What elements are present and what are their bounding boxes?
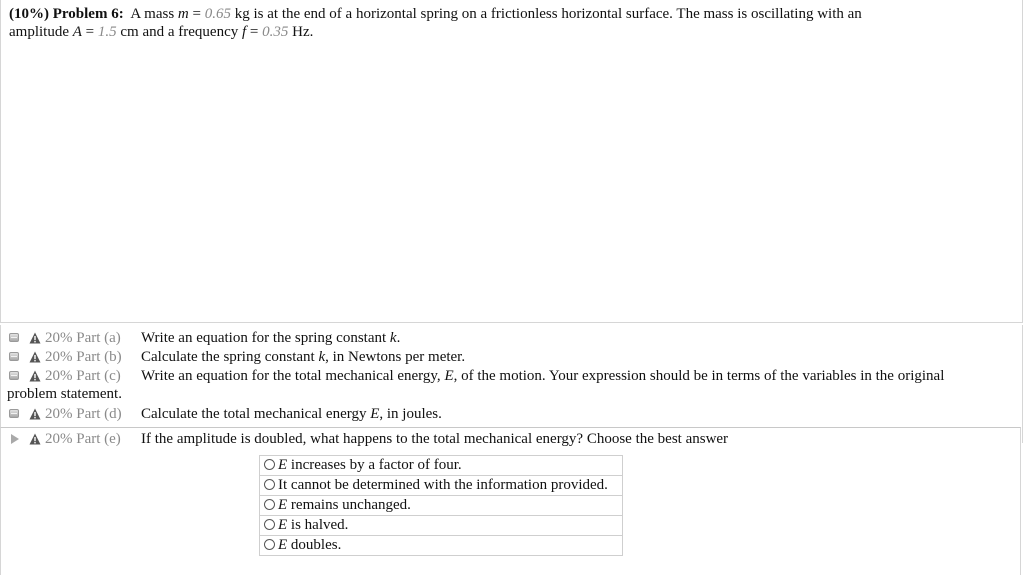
choice-row[interactable] xyxy=(260,536,623,556)
choice-cell[interactable] xyxy=(260,536,623,556)
part-b-percent[interactable]: 20% Part (b) xyxy=(45,349,122,365)
choice-cell[interactable] xyxy=(260,516,623,536)
part-d-percent[interactable]: 20% Part (d) xyxy=(45,406,122,422)
statement-text: amplitude xyxy=(9,24,73,40)
answer-choices xyxy=(259,455,623,556)
part-c-text-cont: problem statement. xyxy=(7,386,122,402)
choice-var: E xyxy=(278,497,288,513)
warning-icon xyxy=(29,433,41,445)
radio-button[interactable] xyxy=(264,519,275,530)
part-d-var: E xyxy=(370,406,380,422)
choice-cell[interactable] xyxy=(260,456,623,476)
part-c-text-post: , of the motion. Your expression should be in terms of the variables in the original xyxy=(453,368,945,384)
warning-icon xyxy=(29,408,41,420)
part-b-var: k xyxy=(318,349,326,365)
equals: = xyxy=(188,6,205,22)
equals: = xyxy=(81,24,98,40)
collapse-square-icon[interactable] xyxy=(9,333,19,342)
value-m: 0.65 xyxy=(204,6,231,22)
problem-weight: (10%) xyxy=(9,6,49,22)
choice-cell[interactable] xyxy=(260,476,623,496)
choice-label: is halved. xyxy=(287,517,349,533)
part-b-text xyxy=(141,348,465,366)
choice-row[interactable] xyxy=(260,456,623,476)
choice-label: It cannot be determined with the information provided. xyxy=(278,477,608,493)
choice-label: remains unchanged. xyxy=(287,497,411,513)
parts-list xyxy=(0,325,1023,443)
warning-icon xyxy=(29,351,41,363)
var-m: m xyxy=(177,6,189,22)
part-d-text-post: , in joules. xyxy=(379,406,442,422)
part-c-percent[interactable]: 20% Part (c) xyxy=(45,368,121,384)
choice-row[interactable] xyxy=(260,476,623,496)
part-c-row[interactable] xyxy=(1,367,1022,403)
radio-button[interactable] xyxy=(264,479,275,490)
statement-text: A mass xyxy=(130,6,178,22)
part-a-var: k xyxy=(389,330,397,346)
expand-triangle-icon[interactable] xyxy=(11,434,19,444)
collapse-square-icon[interactable] xyxy=(9,371,19,380)
part-a-percent[interactable]: 20% Part (a) xyxy=(45,330,121,346)
part-c-text-pre: Write an equation for the total mechanical energy, xyxy=(141,368,445,384)
problem-statement xyxy=(9,5,1009,41)
warning-icon xyxy=(29,332,41,344)
choice-var: E xyxy=(278,457,288,473)
choice-label: increases by a factor of four. xyxy=(287,457,462,473)
value-f: 0.35 xyxy=(262,24,289,40)
part-d-text xyxy=(141,405,442,423)
warning-icon xyxy=(29,370,41,382)
part-d-text-pre: Calculate the total mechanical energy xyxy=(141,406,371,422)
var-A: A xyxy=(72,24,82,40)
var-f: f xyxy=(242,24,247,40)
part-a-text-post: . xyxy=(396,330,401,346)
choice-row[interactable] xyxy=(260,496,623,516)
statement-text: kg is at the end of a horizontal spring on a frictionless horizontal surface. The mass is oscillating with an xyxy=(230,6,862,22)
choice-var: E xyxy=(278,517,288,533)
part-b-text-post: , in Newtons per meter. xyxy=(325,349,466,365)
choice-var: E xyxy=(278,537,288,553)
part-a-text-pre: Write an equation for the spring constant xyxy=(141,330,390,346)
radio-button[interactable] xyxy=(264,539,275,550)
choice-row[interactable] xyxy=(260,516,623,536)
part-a-text xyxy=(141,329,400,347)
statement-text: Hz. xyxy=(288,24,314,40)
statement-text: cm and a frequency xyxy=(116,24,242,40)
radio-button[interactable] xyxy=(264,499,275,510)
choice-label: doubles. xyxy=(287,537,342,553)
equals: = xyxy=(246,24,263,40)
part-e-percent[interactable]: 20% Part (e) xyxy=(45,431,121,447)
part-b-text-pre: Calculate the spring constant xyxy=(141,349,319,365)
problem-number: Problem 6: xyxy=(52,6,124,22)
radio-button[interactable] xyxy=(264,459,275,470)
part-c-var: E xyxy=(444,368,454,384)
collapse-square-icon[interactable] xyxy=(9,352,19,361)
collapse-square-icon[interactable] xyxy=(9,409,19,418)
value-A: 1.5 xyxy=(97,24,117,40)
part-e-text: If the amplitude is doubled, what happens to the total mechanical energy? Choose the best answer xyxy=(141,431,729,447)
choice-cell[interactable] xyxy=(260,496,623,516)
part-c-text xyxy=(141,367,944,385)
